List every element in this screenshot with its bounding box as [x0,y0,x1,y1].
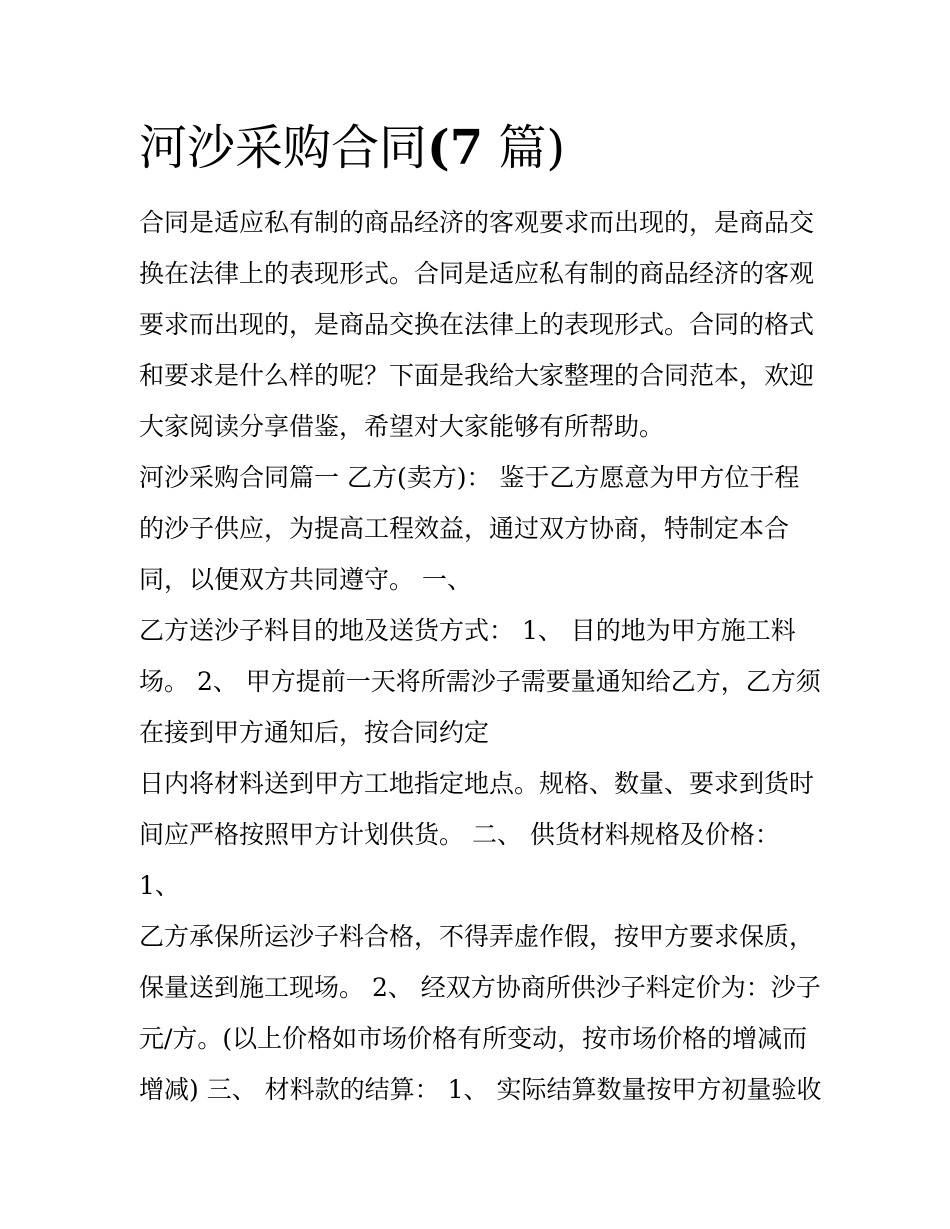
text-line: 同，以便双方共同遵守。 一、 [139,565,472,594]
document-title [139,118,565,178]
text-line: 在接到甲方通知后，按合同约定 [139,718,490,747]
document-body [139,197,822,1115]
text-line: 1、 [139,871,180,900]
title-count: (7 [427,120,484,176]
text-line: 日内将材料送到甲方工地指定地点。规格、数量、要求到货时 [139,769,815,798]
title-suffix: 篇) [498,120,566,176]
text-line: 合同是适应私有制的商品经济的客观要求而出现的，是商品交 [139,208,815,237]
text-line: 河沙采购合同篇一 乙方(卖方)： 鉴于乙方愿意为甲方位于程 [139,463,800,492]
text-line: 换在法律上的表现形式。合同是适应私有制的商品经济的客观 [139,259,815,288]
text-line: 间应严格按照甲方计划供货。 二、 供货材料规格及价格： [139,820,780,849]
text-line: 要求而出现的，是商品交换在法律上的表现形式。合同的格式 [139,310,815,339]
text-line: 保量送到施工现场。 2、 经双方协商所供沙子料定价为：沙子 [139,973,821,1002]
title-text: 河沙采购合同 [139,120,428,176]
text-line: 乙方承保所运沙子料合格，不得弄虚作假，按甲方要求保质， [139,922,815,951]
text-line: 元/方。(以上价格如市场价格有所变动，按市场价格的增减而 [139,1024,808,1053]
text-line: 乙方送沙子料目的地及送货方式： 1、 目的地为甲方施工料 [139,616,796,645]
text-line: 大家阅读分享借鉴，希望对大家能够有所帮助。 [139,412,665,441]
text-line: 和要求是什么样的呢？下面是我给大家整理的合同范本，欢迎 [139,361,815,390]
text-line: 场。 2、 甲方提前一天将所需沙子需要量通知给乙方，乙方须 [139,667,821,696]
text-line: 增减) 三、 材料款的结算： 1、 实际结算数量按甲方初量验收 [139,1075,822,1104]
text-line: 的沙子供应，为提高工程效益，通过双方协商，特制定本合 [139,514,790,543]
